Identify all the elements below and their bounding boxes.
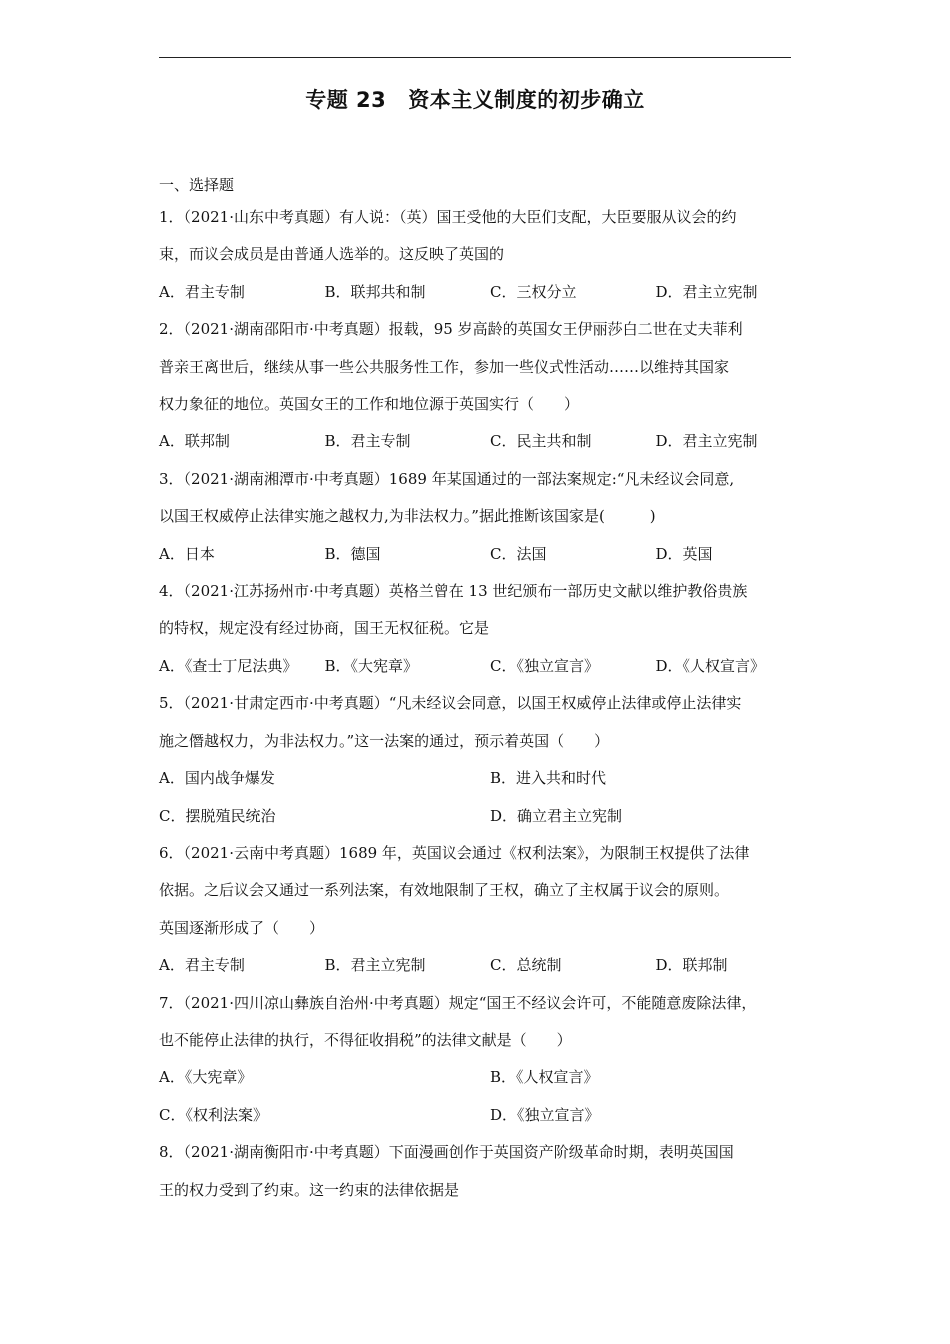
option-d[interactable]: D．《人权宣言》 xyxy=(655,656,766,675)
options-row xyxy=(159,423,791,460)
question-6 xyxy=(159,835,791,985)
question-line: 普亲王离世后，继续从事一些公共服务性工作，参加一些仪式性活动……以维持其国家 xyxy=(159,357,730,376)
question-line: 束，而议会成员是由普通人选举的。这反映了英国的 xyxy=(159,245,505,264)
option-c[interactable]: C．法国 xyxy=(490,544,547,563)
question-text xyxy=(159,685,791,760)
header-rule xyxy=(159,57,791,58)
question-line: 6．（2021·云南中考真题）1689 年，英国议会通过《权利法案》，为限制王权提供了法律 xyxy=(159,843,750,862)
option-c[interactable]: C．三权分立 xyxy=(490,282,577,301)
option-b[interactable]: B．《人权宣言》 xyxy=(490,1068,599,1087)
question-3 xyxy=(159,461,791,573)
options-row xyxy=(159,536,791,573)
option-c[interactable]: C．摆脱殖民统治 xyxy=(159,806,276,825)
question-line: 8．（2021·湖南衡阳市·中考真题）下面漫画创作于英国资产阶级革命时期，表明英国国 xyxy=(159,1143,734,1162)
option-d[interactable]: D．《独立宣言》 xyxy=(490,1105,600,1124)
option-a[interactable]: A．《查士丁尼法典》 xyxy=(159,656,298,675)
option-c[interactable]: C．总统制 xyxy=(490,956,562,975)
options-row xyxy=(159,1059,791,1096)
option-b[interactable]: B．进入共和时代 xyxy=(490,769,607,788)
options-row xyxy=(159,648,791,685)
option-a[interactable]: A．君主专制 xyxy=(159,956,245,975)
title-text: 资本主义制度的初步确立 xyxy=(408,88,645,112)
question-5 xyxy=(159,685,791,835)
option-b[interactable]: B．联邦共和制 xyxy=(324,282,426,301)
question-line: 依据。之后议会又通过一系列法案，有效地限制了王权，确立了主权属于议会的原则。 xyxy=(159,881,730,900)
question-text xyxy=(159,311,791,423)
question-text xyxy=(159,1134,791,1209)
question-line: 5．（2021·甘肃定西市·中考真题）“凡未经议会同意，以国王权威停止法律或停止法律实 xyxy=(159,694,742,713)
question-line: 权力象征的地位。英国女王的工作和地位源于英国实行（ ） xyxy=(159,395,580,414)
question-line: 1．（2021·山东中考真题）有人说：（英）国王受他的大臣们支配，大臣要服从议会的约 xyxy=(159,208,737,226)
question-line: 的特权，规定没有经过协商，国王无权征税。它是 xyxy=(159,619,490,638)
question-2 xyxy=(159,311,791,461)
question-4 xyxy=(159,573,791,685)
option-b[interactable]: B．君主专制 xyxy=(324,432,411,451)
question-7 xyxy=(159,985,791,1135)
question-line: 英国逐渐形成了（ ） xyxy=(159,918,325,937)
section-heading: 一、选择题 xyxy=(159,176,235,194)
option-d[interactable]: D．君主立宪制 xyxy=(655,432,758,451)
option-a[interactable]: A．联邦制 xyxy=(159,432,230,451)
options-row xyxy=(159,760,791,797)
question-text xyxy=(159,573,791,648)
option-d[interactable]: D．联邦制 xyxy=(655,956,728,975)
options-row xyxy=(159,274,791,311)
document-body xyxy=(159,171,791,1209)
question-line: 3．（2021·湖南湘潭市·中考真题）1689 年某国通过的一部法案规定:“凡未经议会同意, xyxy=(159,469,735,488)
question-text xyxy=(159,461,791,536)
option-c[interactable]: C．民主共和制 xyxy=(490,432,592,451)
page-title xyxy=(0,84,950,114)
question-line: 4．（2021·江苏扬州市·中考真题）英格兰曾在 13 世纪颁布一部历史文献以维护教俗贵族 xyxy=(159,582,748,601)
question-line: 也不能停止法律的执行，不得征收捐税”的法律文献是（ ） xyxy=(159,1030,572,1049)
option-c[interactable]: C．《权利法案》 xyxy=(159,1105,268,1124)
question-text xyxy=(159,835,791,947)
option-b[interactable]: B．《大宪章》 xyxy=(324,656,419,675)
option-d[interactable]: D．君主立宪制 xyxy=(655,282,758,301)
option-a[interactable]: A．国内战争爆发 xyxy=(159,769,275,788)
option-b[interactable]: B．君主立宪制 xyxy=(324,956,426,975)
title-number: 专题 23 xyxy=(305,88,387,112)
option-a[interactable]: A．《大宪章》 xyxy=(159,1068,253,1087)
question-text xyxy=(159,985,791,1060)
option-a[interactable]: A．日本 xyxy=(159,544,215,563)
options-row xyxy=(159,798,791,835)
question-text xyxy=(159,199,791,274)
option-b[interactable]: B．德国 xyxy=(324,544,381,563)
question-line: 王的权力受到了约束。这一约束的法律依据是 xyxy=(159,1180,460,1199)
option-a[interactable]: A．君主专制 xyxy=(159,282,245,301)
question-line: 以国王权威停止法律实施之越权力,为非法权力。”据此推断该国家是( ) xyxy=(159,507,656,526)
question-line: 2．（2021·湖南邵阳市·中考真题）报载，95 岁高龄的英国女王伊丽莎白二世在丈夫菲利 xyxy=(159,320,743,339)
question-line: 7．（2021·四川凉山彝族自治州·中考真题）规定“国王不经议会许可，不能随意废除法律， xyxy=(159,993,757,1012)
question-1 xyxy=(159,199,791,311)
options-row xyxy=(159,1097,791,1134)
question-8 xyxy=(159,1134,791,1209)
option-d[interactable]: D．确立君主立宪制 xyxy=(490,806,623,825)
option-d[interactable]: D．英国 xyxy=(655,544,713,563)
option-c[interactable]: C．《独立宣言》 xyxy=(490,656,599,675)
question-line: 施之僭越权力，为非法权力。”这一法案的通过，预示着英国（ ） xyxy=(159,731,610,750)
options-row xyxy=(159,947,791,984)
